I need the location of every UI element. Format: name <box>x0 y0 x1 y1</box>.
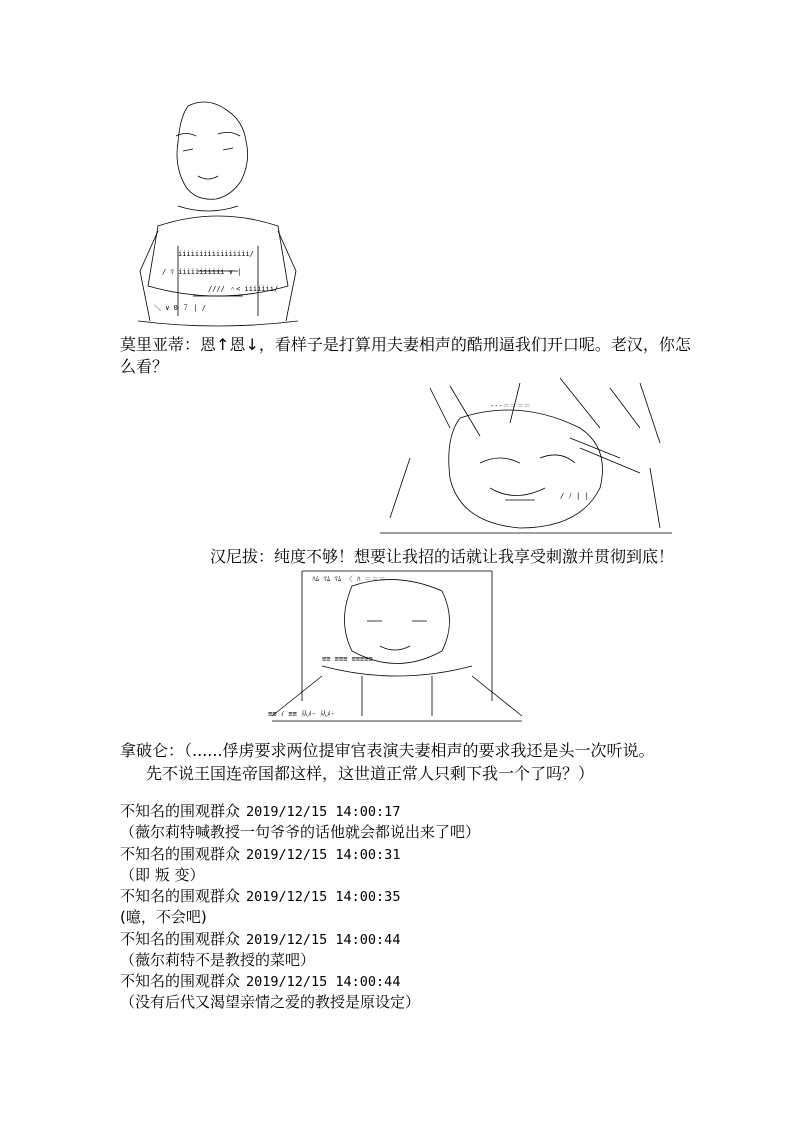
comment-user: 不知名的围观群众 <box>120 930 241 948</box>
comment-header <box>120 971 400 992</box>
dialogue-line-hannibal: 汉尼拔：纯度不够！想要让我招的话就让我享受刺激并贯彻到底！ <box>209 547 674 566</box>
svg-text:/ ﾏ iiiiiiiiiii ∨ |: / ﾏ iiiiiiiiiii ∨ | <box>162 268 242 276</box>
svg-text:≡≡ ≡≡≡ ≡≡≡≡≡: ≡≡ ≡≡≡ ≡≡≡≡≡ <box>322 655 373 663</box>
comment-user: 不知名的围观群众 <box>120 887 241 905</box>
comment-timestamp: 2019/12/15 14:00:44 <box>246 974 401 990</box>
svg-text:＼ ∨ 0 ７ | /: ＼ ∨ 0 ７ | / <box>154 304 206 312</box>
comment-header <box>120 886 400 907</box>
dialogue-line-moriarty-cont: 么看？ <box>120 357 169 376</box>
comment-text: （薇尔莉特喊教授一句爷爷的话他就会都说出来了吧） <box>120 823 481 841</box>
svg-text:≡≡ ｲ ≡≡ 从ﾒ- 从ﾒ-: ≡≡ ｲ ≡≡ 从ﾒ- 从ﾒ- <box>268 710 335 718</box>
svg-text:/ ﾉ | |: / ﾉ | | <box>560 492 589 500</box>
speaker-name: 莫里亚蒂 <box>120 335 185 354</box>
svg-text:---＝＝＝＝: ---＝＝＝＝ <box>490 402 531 410</box>
comment-timestamp: 2019/12/15 14:00:35 <box>246 889 401 905</box>
ascii-art-hannibal <box>380 378 672 538</box>
comment-text: (噫，不会吧) <box>120 908 207 926</box>
ascii-art-moriarty <box>118 96 318 336</box>
comment-user: 不知名的围观群众 <box>120 972 241 990</box>
svg-text://// ＾< iiiiiii/: //// ＾< iiiiiii/ <box>208 285 279 293</box>
comment-header <box>120 844 400 865</box>
speaker-name: 汉尼拔 <box>209 547 258 566</box>
comment-timestamp: 2019/12/15 14:00:17 <box>246 804 401 820</box>
comment-header <box>120 801 400 822</box>
dialogue-line-moriarty: 莫里亚蒂：恩↑恩↓，看样子是打算用夫妻相声的酷刑逼我们开口呢。老汉，你怎 <box>120 335 691 354</box>
dialogue-line-napoleon: 拿破仑：（......俘虏要求两位提审官表演夫妻相声的要求我还是头一次听说。 <box>120 741 655 760</box>
comment-timestamp: 2019/12/15 14:00:31 <box>246 847 401 863</box>
dialogue-line-napoleon-cont: 先不说王国连帝国都这样，这世道正常人只剩下我一个了吗？） <box>146 764 595 783</box>
comment-text: （即 叛 变） <box>120 866 205 884</box>
dialogue-text: （......俘虏要求两位提审官表演夫妻相声的要求我还是头一次听说。 <box>184 741 655 760</box>
ascii-art-napoleon <box>262 566 532 726</box>
svg-text:ﾊﾑ ﾏﾑ ﾏﾑ 〈 ﾊ ＝＝＝: ﾊﾑ ﾏﾑ ﾏﾑ 〈 ﾊ ＝＝＝ <box>312 575 386 583</box>
svg-text:iiiiiiiiiiiiiiiii/: iiiiiiiiiiiiiiiii/ <box>178 250 254 258</box>
dialogue-text: 恩↑恩↓，看样子是打算用夫妻相声的酷刑逼我们开口呢。老汉，你怎 <box>200 335 691 354</box>
dialogue-text: 纯度不够！想要让我招的话就让我享受刺激并贯彻到底！ <box>273 547 674 566</box>
comment-user: 不知名的围观群众 <box>120 802 241 820</box>
speaker-name: 拿破仑 <box>120 741 169 760</box>
comment-timestamp: 2019/12/15 14:00:44 <box>246 932 401 948</box>
comment-header <box>120 929 400 950</box>
comment-user: 不知名的围观群众 <box>120 845 241 863</box>
comment-text: （薇尔莉特不是教授的菜吧） <box>120 951 316 969</box>
comment-text: （没有后代又渴望亲情之爱的教授是原设定） <box>120 993 421 1011</box>
